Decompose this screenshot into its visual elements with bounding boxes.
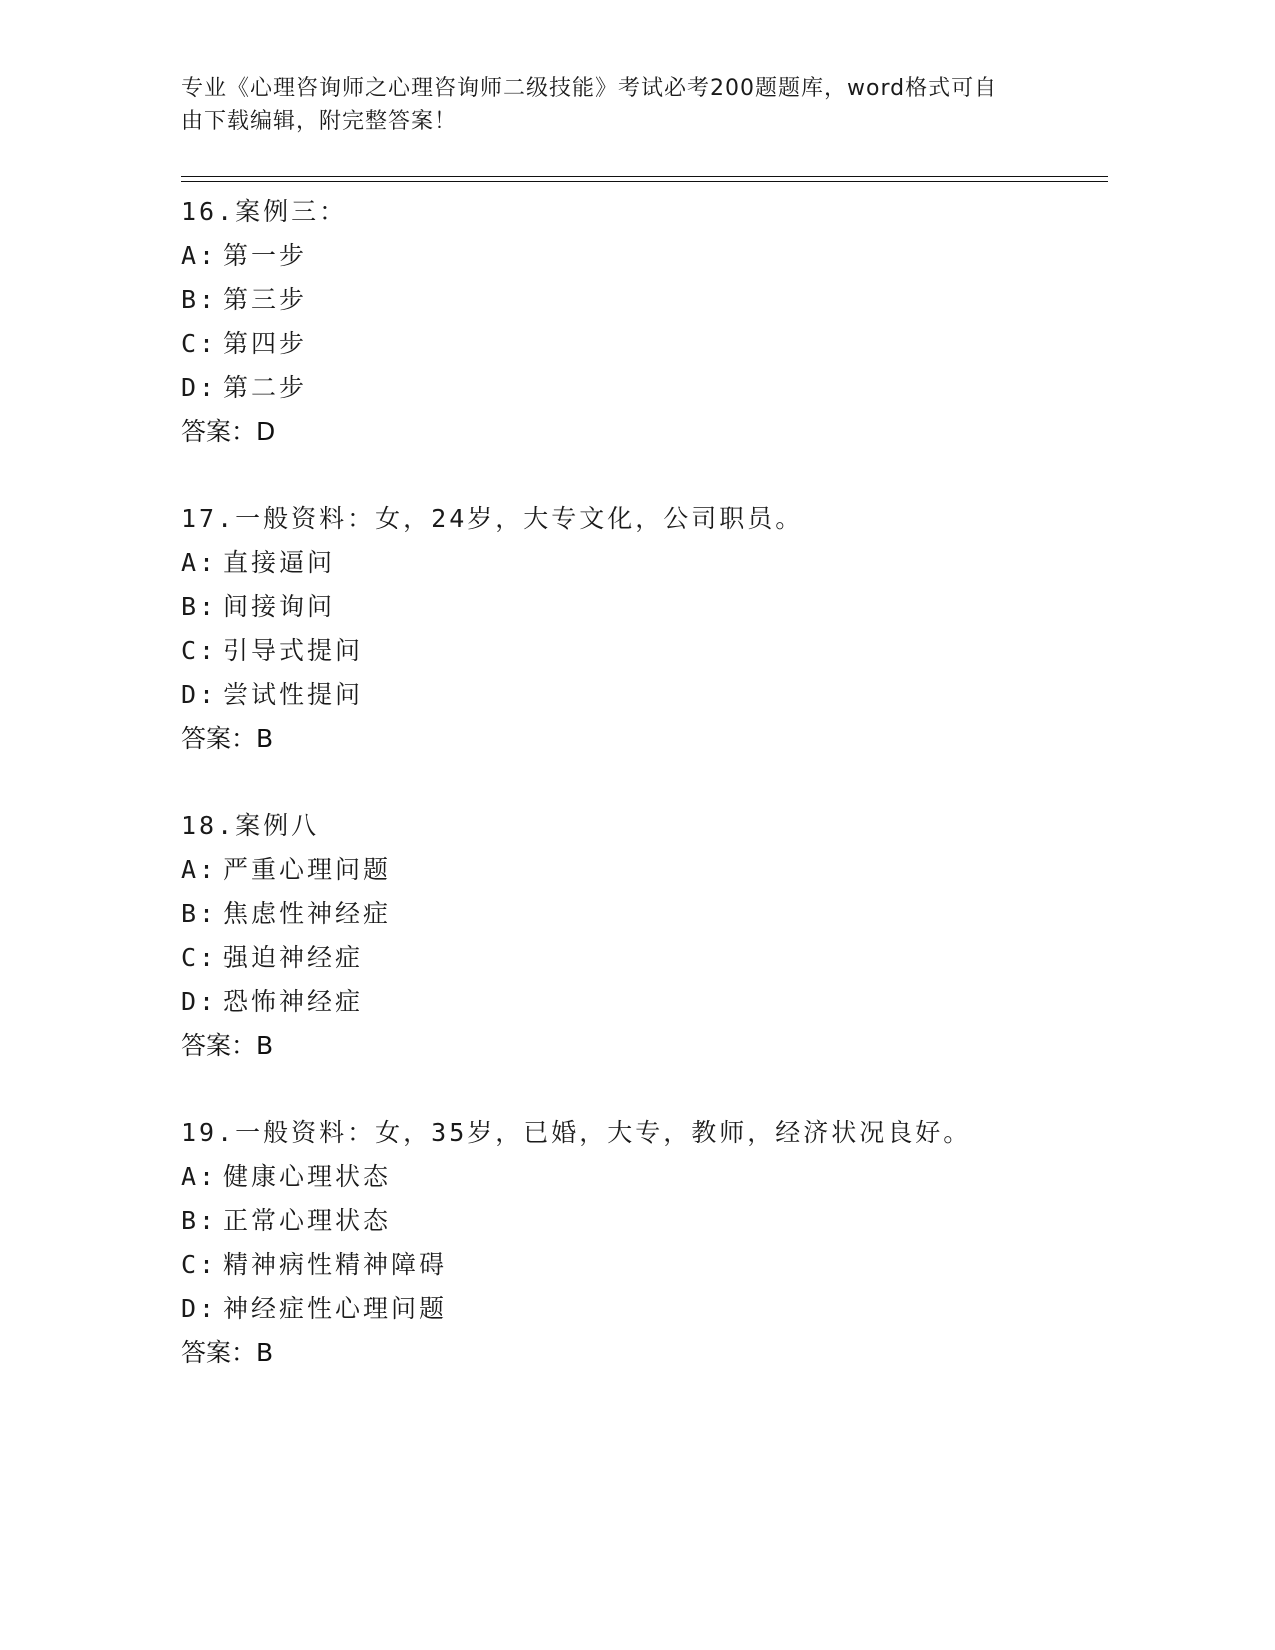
question-text: 案例八 [235, 811, 320, 840]
option-text: 精神病性精神障碍 [223, 1250, 448, 1279]
option-text: 直接逼问 [223, 548, 336, 577]
option-text: 神经症性心理问题 [223, 1294, 448, 1323]
option-letter: A: [181, 855, 218, 884]
option-d [181, 980, 1121, 1024]
option-text: 焦虑性神经症 [223, 899, 392, 928]
option-text: 恐怖神经症 [223, 987, 364, 1016]
header-divider-bottom [181, 181, 1108, 182]
option-c [181, 1243, 1121, 1287]
question-number: 19. [181, 1118, 236, 1147]
option-text: 引导式提问 [223, 636, 364, 665]
option-text: 正常心理状态 [223, 1206, 392, 1235]
option-b [181, 892, 1121, 936]
option-c [181, 322, 1121, 366]
option-d [181, 1287, 1121, 1331]
answer-line: 答案：B [181, 1338, 274, 1367]
option-letter: C: [181, 1250, 218, 1279]
option-text: 强迫神经症 [223, 943, 364, 972]
option-text: 健康心理状态 [223, 1162, 392, 1191]
header-divider-top [181, 176, 1108, 177]
option-a [181, 234, 1121, 278]
option-letter: D: [181, 1294, 218, 1323]
option-a [181, 848, 1121, 892]
option-d [181, 673, 1121, 717]
option-text: 第二步 [223, 373, 308, 402]
question-text: 一般资料：女，24岁，大专文化，公司职员。 [235, 504, 804, 533]
option-c [181, 936, 1121, 980]
question-number: 17. [181, 504, 236, 533]
answer-line: 答案：B [181, 1031, 274, 1060]
option-letter: C: [181, 329, 218, 358]
option-letter: D: [181, 680, 218, 709]
option-text: 第一步 [223, 241, 308, 270]
option-letter: D: [181, 373, 218, 402]
question-text: 一般资料：女，35岁，已婚，大专，教师，经济状况良好。 [235, 1118, 972, 1147]
option-letter: B: [181, 1206, 218, 1235]
answer-line: 答案：D [181, 417, 276, 446]
question-title [181, 804, 1121, 848]
option-letter: B: [181, 285, 218, 314]
question-item [181, 1111, 1121, 1375]
header-line-2: 由下载编辑，附完整答案！ [181, 109, 458, 134]
option-text: 第三步 [223, 285, 308, 314]
option-c [181, 629, 1121, 673]
question-item [181, 804, 1121, 1068]
option-b [181, 585, 1121, 629]
option-letter: D: [181, 987, 218, 1016]
answer-line: 答案：B [181, 724, 274, 753]
option-b [181, 1199, 1121, 1243]
option-letter: A: [181, 548, 218, 577]
question-list [181, 190, 1121, 1418]
option-letter: B: [181, 899, 218, 928]
option-text: 第四步 [223, 329, 308, 358]
question-title [181, 497, 1121, 541]
option-letter: A: [181, 241, 218, 270]
option-letter: C: [181, 943, 218, 972]
option-text: 间接询问 [223, 592, 336, 621]
header-line-1: 专业《心理咨询师之心理咨询师二级技能》考试必考200题题库，word格式可自 [181, 76, 998, 101]
question-title [181, 1111, 1121, 1155]
question-number: 16. [181, 197, 236, 226]
question-text: 案例三： [235, 197, 348, 226]
option-a [181, 1155, 1121, 1199]
question-item [181, 497, 1121, 761]
option-letter: A: [181, 1162, 218, 1191]
question-number: 18. [181, 811, 236, 840]
document-header [181, 72, 1041, 138]
option-b [181, 278, 1121, 322]
option-text: 尝试性提问 [223, 680, 364, 709]
option-letter: C: [181, 636, 218, 665]
option-text: 严重心理问题 [223, 855, 392, 884]
question-title [181, 190, 1121, 234]
option-letter: B: [181, 592, 218, 621]
question-item [181, 190, 1121, 454]
option-a [181, 541, 1121, 585]
option-d [181, 366, 1121, 410]
